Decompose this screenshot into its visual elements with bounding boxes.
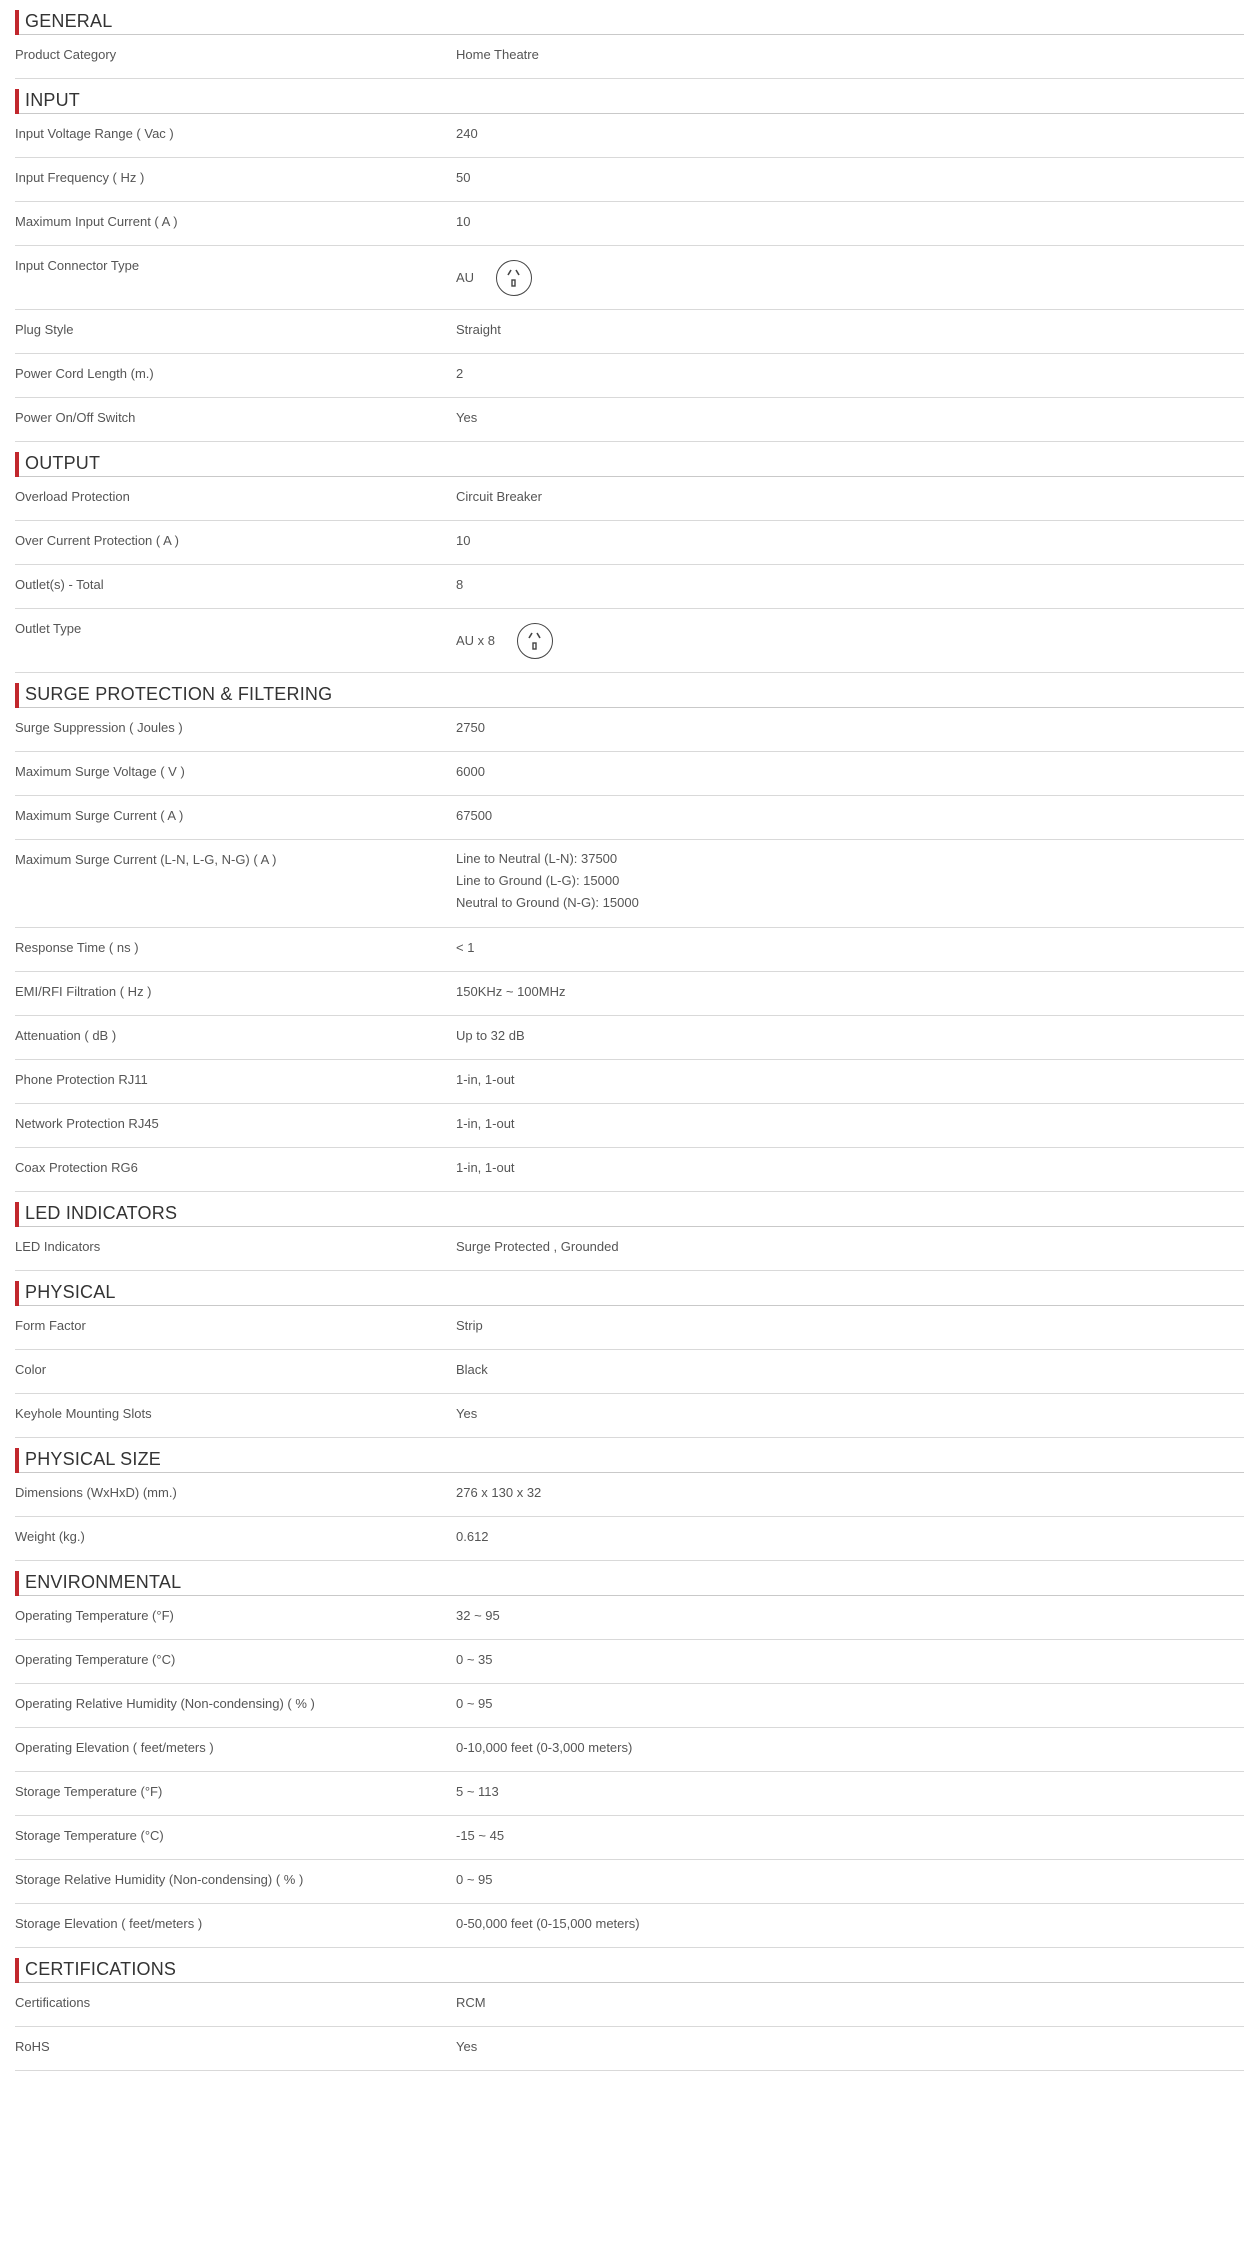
section-accent-bar: [15, 1202, 19, 1227]
spec-label: Input Connector Type: [15, 258, 140, 273]
spec-label: Surge Suppression ( Joules ): [15, 720, 183, 735]
spec-label: Color: [15, 1362, 47, 1377]
spec-value-text: Circuit Breaker: [456, 489, 542, 504]
spec-row-operating-relative-humidity-non-condensing: [15, 1684, 1244, 1728]
spec-label: Maximum Surge Current (L-N, L-G, N-G) ( A ): [15, 852, 277, 867]
section-physical: [15, 1271, 1244, 1438]
spec-value-text: RCM: [456, 1995, 486, 2010]
spec-value-text: Surge Protected , Grounded: [456, 1239, 619, 1254]
section-header: [15, 1948, 1244, 1983]
spec-label: Storage Relative Humidity (Non-condensing) ( % ): [15, 1872, 304, 1887]
section-title: INPUT: [25, 90, 80, 110]
spec-value-text: -15 ~ 45: [456, 1828, 505, 1843]
spec-label: Weight (kg.): [15, 1529, 85, 1544]
au-outlet-icon: [517, 623, 553, 659]
spec-row-phone-protection-rj11: [15, 1060, 1244, 1104]
spec-row-surge-suppression-joules: [15, 708, 1244, 752]
spec-row-operating-elevation-feet-meters: [15, 1728, 1244, 1772]
spec-value-text: 10: [456, 533, 471, 548]
section-certifications: [15, 1948, 1244, 2071]
spec-value: [456, 1227, 1244, 1270]
spec-value-text: 50: [456, 170, 471, 185]
section-title: PHYSICAL SIZE: [25, 1449, 161, 1469]
spec-label: Certifications: [15, 1995, 91, 2010]
section-accent-bar: [15, 1571, 19, 1596]
spec-value: [456, 1772, 1244, 1815]
au-plug-icon: [496, 260, 532, 296]
section-title: PHYSICAL: [25, 1282, 116, 1302]
spec-row-color: [15, 1350, 1244, 1394]
section-accent-bar: [15, 10, 19, 35]
spec-value: [456, 1060, 1244, 1103]
spec-label: Product Category: [15, 47, 117, 62]
spec-row-storage-temperature-f: [15, 1772, 1244, 1816]
spec-label: Form Factor: [15, 1318, 86, 1333]
section-output: [15, 442, 1244, 673]
spec-value: [456, 310, 1244, 353]
spec-row-over-current-protection-a: [15, 521, 1244, 565]
spec-value: [456, 114, 1244, 157]
section-title: GENERAL: [25, 11, 113, 31]
spec-value: [456, 796, 1244, 839]
spec-value-line: Line to Neutral (L-N): 37500: [456, 851, 618, 866]
spec-row-storage-relative-humidity-non-condensing: [15, 1860, 1244, 1904]
section-title: ENVIRONMENTAL: [25, 1572, 182, 1592]
spec-label: Overload Protection: [15, 489, 130, 504]
section-title: SURGE PROTECTION & FILTERING: [25, 684, 333, 704]
spec-label: Outlet(s) - Total: [15, 577, 104, 592]
spec-value: [456, 354, 1244, 397]
spec-label: Power Cord Length (m.): [15, 366, 154, 381]
spec-label: EMI/RFI Filtration ( Hz ): [15, 984, 152, 999]
section-accent-bar: [15, 1281, 19, 1306]
spec-value-text: AU x 8: [456, 633, 496, 648]
spec-value-text: 150KHz ~ 100MHz: [456, 984, 566, 999]
spec-label: Maximum Surge Voltage ( V ): [15, 764, 185, 779]
section-accent-bar: [15, 89, 19, 114]
spec-value-text: 0 ~ 35: [456, 1652, 493, 1667]
spec-value: [456, 1104, 1244, 1147]
section-header: [15, 0, 1244, 35]
spec-value-text: 0-10,000 feet (0-3,000 meters): [456, 1740, 633, 1755]
spec-label: LED Indicators: [15, 1239, 101, 1254]
section-physical-size: [15, 1438, 1244, 1561]
spec-value-text: 0 ~ 95: [456, 1872, 493, 1887]
spec-value: [456, 1816, 1244, 1859]
spec-value-text: 5 ~ 113: [456, 1784, 499, 1799]
spec-label: Storage Temperature (°F): [15, 1784, 163, 1799]
spec-row-plug-style: [15, 310, 1244, 354]
spec-label: Power On/Off Switch: [15, 410, 136, 425]
section-environmental: [15, 1561, 1244, 1948]
spec-value-text: 0 ~ 95: [456, 1696, 493, 1711]
spec-label: Attenuation ( dB ): [15, 1028, 117, 1043]
spec-value: [456, 35, 1244, 78]
spec-row-rohs: [15, 2027, 1244, 2071]
section-header: [15, 442, 1244, 477]
spec-label: Storage Temperature (°C): [15, 1828, 164, 1843]
spec-row-network-protection-rj45: [15, 1104, 1244, 1148]
section-accent-bar: [15, 452, 19, 477]
section-header: [15, 1561, 1244, 1596]
spec-value: [456, 398, 1244, 441]
spec-value-text: 0-50,000 feet (0-15,000 meters): [456, 1916, 640, 1931]
spec-value: [456, 565, 1244, 608]
spec-value-text: Home Theatre: [456, 47, 539, 62]
spec-row-certifications: [15, 1983, 1244, 2027]
spec-label: Operating Temperature (°F): [15, 1608, 174, 1623]
spec-row-emi-rfi-filtration-hz: [15, 972, 1244, 1016]
spec-value: [456, 1306, 1244, 1349]
section-header: [15, 79, 1244, 114]
section-accent-bar: [15, 1448, 19, 1473]
spec-value: [456, 1640, 1244, 1683]
spec-row-maximum-surge-current-a: [15, 796, 1244, 840]
spec-value: [456, 2027, 1244, 2070]
section-surge-protection-filtering: [15, 673, 1244, 1192]
spec-value: [456, 1394, 1244, 1437]
spec-value-text: 2750: [456, 720, 485, 735]
spec-value-text: 8: [456, 577, 464, 592]
spec-value-line: Neutral to Ground (N-G): 15000: [456, 895, 639, 910]
spec-value-text: 276 x 130 x 32: [456, 1485, 542, 1500]
spec-value: [456, 1016, 1244, 1059]
spec-value: [456, 521, 1244, 564]
section-led-indicators: [15, 1192, 1244, 1271]
spec-label: Phone Protection RJ11: [15, 1072, 148, 1087]
section-accent-bar: [15, 683, 19, 708]
spec-value: [456, 928, 1244, 971]
spec-value: [456, 1728, 1244, 1771]
spec-row-outlet-s-total: [15, 565, 1244, 609]
spec-value: [456, 708, 1244, 751]
spec-value-line: Line to Ground (L-G): 15000: [456, 873, 620, 888]
spec-row-outlet-type: [15, 609, 1244, 673]
spec-value-text: 1-in, 1-out: [456, 1160, 515, 1175]
spec-value-text: 10: [456, 214, 471, 229]
spec-value: [456, 202, 1244, 245]
spec-value-text: Straight: [456, 322, 501, 337]
spec-value-text: 2: [456, 366, 464, 381]
spec-value: [456, 158, 1244, 201]
spec-row-maximum-input-current-a: [15, 202, 1244, 246]
spec-value-text: 67500: [456, 808, 493, 823]
spec-label: Network Protection RJ45: [15, 1116, 159, 1131]
spec-value-text: Up to 32 dB: [456, 1028, 525, 1043]
spec-value-text: < 1: [456, 940, 475, 955]
section-general: [15, 0, 1244, 79]
spec-value: [456, 477, 1244, 520]
spec-row-input-frequency-hz: [15, 158, 1244, 202]
spec-value: [456, 972, 1244, 1015]
section-header: [15, 673, 1244, 708]
spec-value: [456, 1350, 1244, 1393]
spec-label: Response Time ( ns ): [15, 940, 139, 955]
spec-row-form-factor: [15, 1306, 1244, 1350]
spec-label: Dimensions (WxHxD) (mm.): [15, 1485, 177, 1500]
spec-row-overload-protection: [15, 477, 1244, 521]
spec-row-operating-temperature-c: [15, 1640, 1244, 1684]
spec-value-text: Black: [456, 1362, 488, 1377]
spec-label: Storage Elevation ( feet/meters ): [15, 1916, 203, 1931]
spec-value: [456, 840, 1244, 927]
spec-label: Operating Temperature (°C): [15, 1652, 176, 1667]
section-accent-bar: [15, 1958, 19, 1983]
spec-value-text: Yes: [456, 410, 478, 425]
spec-row-power-on-off-switch: [15, 398, 1244, 442]
section-title: OUTPUT: [25, 453, 101, 473]
spec-value-text: 1-in, 1-out: [456, 1072, 515, 1087]
spec-label: Maximum Surge Current ( A ): [15, 808, 184, 823]
spec-label: Operating Elevation ( feet/meters ): [15, 1740, 214, 1755]
spec-value: [456, 246, 1244, 309]
spec-row-dimensions-wxhxd-mm: [15, 1473, 1244, 1517]
spec-row-storage-elevation-feet-meters: [15, 1904, 1244, 1948]
spec-value-text: Strip: [456, 1318, 483, 1333]
spec-label: Operating Relative Humidity (Non-condensing) ( % ): [15, 1696, 315, 1711]
spec-label: Input Voltage Range ( Vac ): [15, 126, 174, 141]
spec-value: [456, 1148, 1244, 1191]
spec-value: [456, 752, 1244, 795]
spec-row-maximum-surge-current-l-n-l-g-n-g-a: [15, 840, 1244, 928]
spec-label: Coax Protection RG6: [15, 1160, 138, 1175]
spec-value-text: AU: [456, 270, 475, 285]
spec-value-text: Yes: [456, 1406, 478, 1421]
spec-value-text: 32 ~ 95: [456, 1608, 500, 1623]
spec-value: [456, 1904, 1244, 1947]
spec-row-input-connector-type: [15, 246, 1244, 310]
spec-row-storage-temperature-c: [15, 1816, 1244, 1860]
spec-label: Outlet Type: [15, 621, 82, 636]
section-input: [15, 79, 1244, 442]
spec-value-text: 0.612: [456, 1529, 489, 1544]
section-title: CERTIFICATIONS: [25, 1959, 177, 1979]
spec-value: [456, 1473, 1244, 1516]
section-title: LED INDICATORS: [25, 1203, 178, 1223]
spec-row-attenuation-db: [15, 1016, 1244, 1060]
spec-row-input-voltage-range-vac: [15, 114, 1244, 158]
spec-label: Plug Style: [15, 322, 74, 337]
spec-row-response-time-ns: [15, 928, 1244, 972]
spec-row-product-category: [15, 35, 1244, 79]
spec-value: [456, 1983, 1244, 2026]
spec-row-coax-protection-rg6: [15, 1148, 1244, 1192]
spec-value: [456, 1596, 1244, 1639]
spec-value: [456, 609, 1244, 672]
spec-row-power-cord-length-m: [15, 354, 1244, 398]
spec-value: [456, 1860, 1244, 1903]
spec-value-text: 6000: [456, 764, 485, 779]
spec-row-weight-kg: [15, 1517, 1244, 1561]
spec-row-keyhole-mounting-slots: [15, 1394, 1244, 1438]
spec-value: [456, 1684, 1244, 1727]
section-header: [15, 1438, 1244, 1473]
spec-value: [456, 1517, 1244, 1560]
spec-value-text: Yes: [456, 2039, 478, 2054]
spec-label: Over Current Protection ( A ): [15, 533, 180, 548]
spec-value-text: 240: [456, 126, 478, 141]
spec-row-maximum-surge-voltage-v: [15, 752, 1244, 796]
spec-row-led-indicators: [15, 1227, 1244, 1271]
spec-label: Maximum Input Current ( A ): [15, 214, 178, 229]
spec-label: Input Frequency ( Hz ): [15, 170, 145, 185]
section-header: [15, 1271, 1244, 1306]
spec-row-operating-temperature-f: [15, 1596, 1244, 1640]
section-header: [15, 1192, 1244, 1227]
spec-value-text: 1-in, 1-out: [456, 1116, 515, 1131]
spec-label: RoHS: [15, 2039, 50, 2054]
spec-label: Keyhole Mounting Slots: [15, 1406, 152, 1421]
